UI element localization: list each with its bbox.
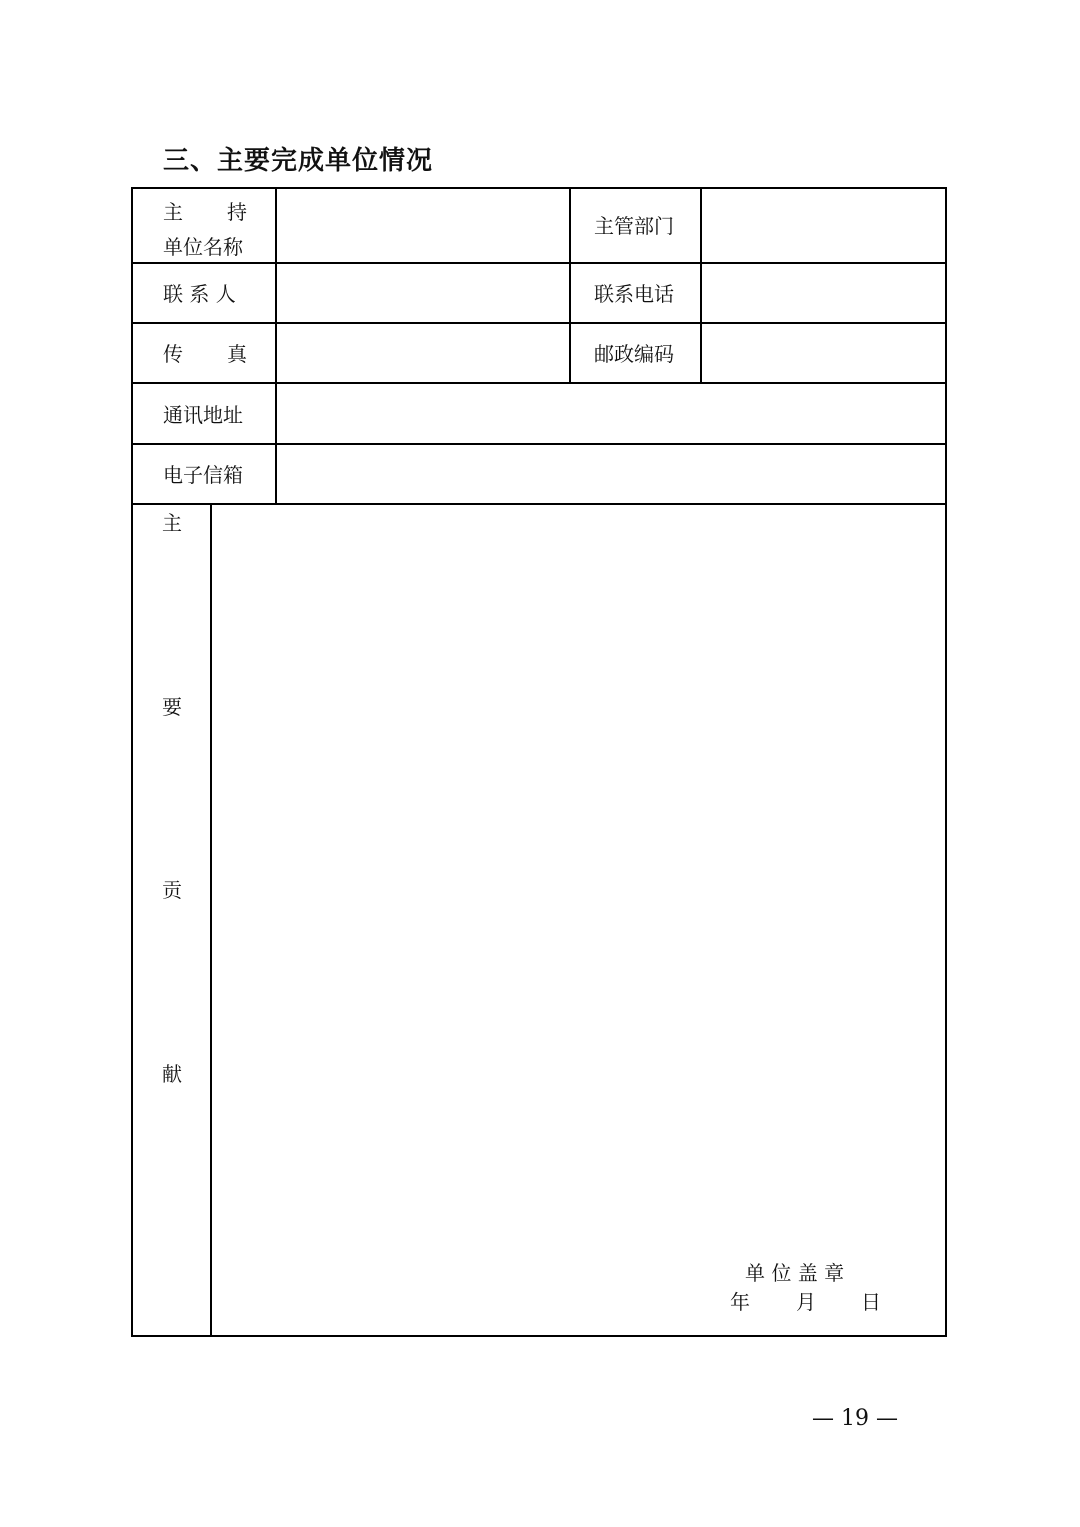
fax-field[interactable] bbox=[277, 324, 569, 382]
host-unit-label-line2: 单位名称 bbox=[163, 235, 243, 259]
host-unit-field[interactable] bbox=[277, 189, 569, 262]
main-contribution-label bbox=[133, 507, 211, 1087]
mailing-address-label: 通讯地址 bbox=[163, 403, 243, 427]
contact-phone-field[interactable] bbox=[702, 264, 945, 322]
page-number: — 19 — bbox=[812, 1406, 898, 1431]
email-field[interactable] bbox=[277, 445, 945, 503]
fax-label bbox=[163, 344, 247, 364]
host-unit-label-part: 主 bbox=[163, 200, 183, 224]
supervisor-dept-label: 主管部门 bbox=[594, 214, 674, 238]
contact-person-field[interactable] bbox=[277, 264, 569, 322]
date-month: 月 bbox=[796, 1290, 816, 1314]
email-label: 电子信箱 bbox=[163, 463, 243, 487]
fax-label-part: 真 bbox=[227, 342, 247, 366]
date-day: 日 bbox=[861, 1290, 881, 1314]
main-contribution-field[interactable] bbox=[212, 505, 945, 1335]
unit-info-form bbox=[131, 187, 947, 1337]
postal-code-label: 邮政编码 bbox=[594, 342, 674, 366]
main-contribution-char: 献 bbox=[162, 1061, 182, 1086]
column-divider bbox=[569, 189, 571, 384]
host-unit-label-part: 持 bbox=[227, 200, 247, 224]
main-contribution-char: 贡 bbox=[162, 878, 182, 903]
unit-seal-label: 单 位 盖 章 bbox=[745, 1261, 845, 1285]
fax-label-part: 传 bbox=[163, 342, 183, 366]
postal-code-field[interactable] bbox=[702, 324, 945, 382]
main-contribution-char: 要 bbox=[162, 694, 182, 719]
mailing-address-field[interactable] bbox=[277, 384, 945, 443]
date-year: 年 bbox=[730, 1290, 750, 1314]
main-contribution-char: 主 bbox=[162, 511, 182, 535]
contact-person-label: 联 系 人 bbox=[163, 282, 236, 306]
host-unit-label bbox=[163, 202, 247, 222]
supervisor-dept-field[interactable] bbox=[702, 189, 945, 262]
contact-phone-label: 联系电话 bbox=[594, 282, 674, 306]
section-title: 三、主要完成单位情况 bbox=[163, 146, 434, 176]
